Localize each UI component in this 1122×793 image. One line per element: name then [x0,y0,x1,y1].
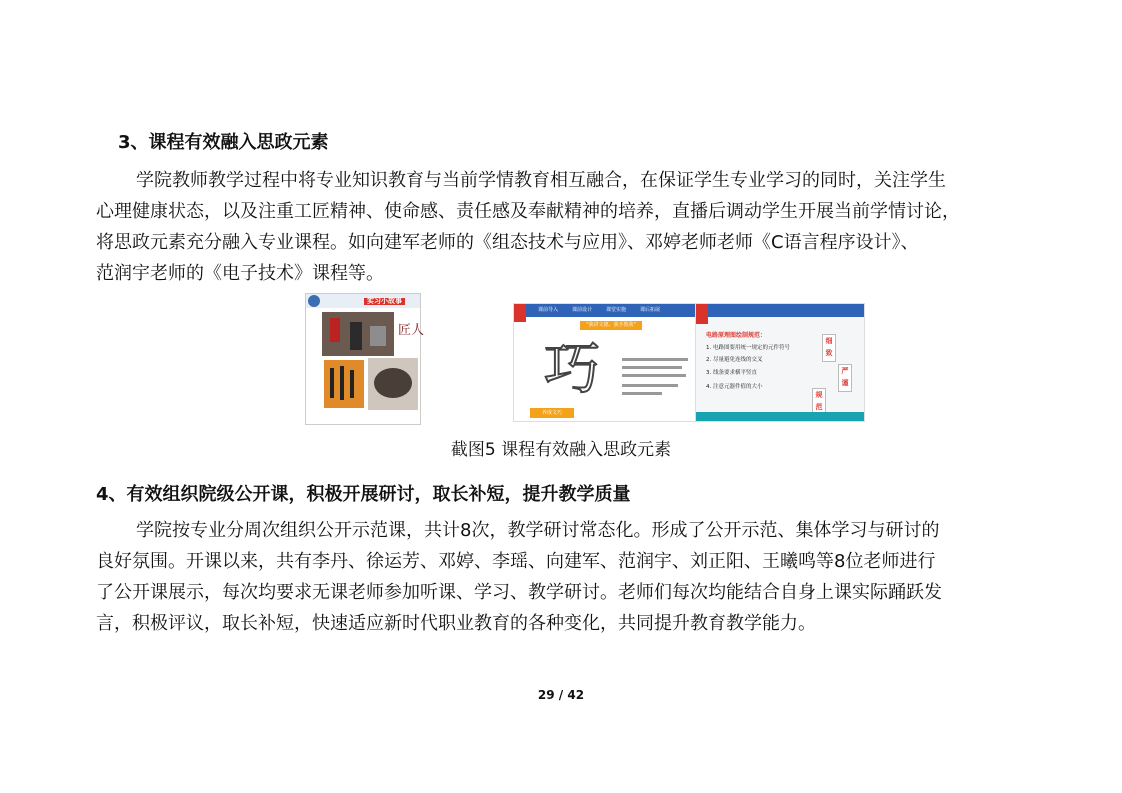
section-3-heading: 3、课程有效融入思政元素 [118,132,329,153]
rule-item: 3. 线条要求横平竖直 [706,370,757,376]
rule-item: 4. 注意元器件值的大小 [706,384,763,390]
section-3-paragraph [96,165,1031,289]
rule-item: 2. 尽量避免连线的交叉 [706,357,763,363]
lesson-slide-image [513,303,697,422]
rules-slide-image [695,303,865,422]
paragraph-line: 学院教师教学过程中将专业知识教育与当前学情教育相互融合，在保证学生专业学习的同时，关注学生 [136,170,946,191]
workshop-photo [322,312,394,356]
section-4-heading: 4、有效组织院级公开课，积极开展研讨，取长补短，提升教学质量 [96,484,631,505]
paragraph-line: 学院按专业分周次组织公开示范课，共计8次，教学研讨常态化。形成了公开示范、集体学习与研讨的 [136,520,940,541]
bookmark-icon [514,304,526,322]
slide-tab: 课前导入 [538,307,559,313]
paragraph-line: 将思政元素充分融入专业课程。如向建军老师的《组态技术与应用》、邓婷老师老师《C语言程序设计》、 [96,232,919,253]
paragraph-line: 良好氛围。开课以来，共有李丹、徐运芳、邓婷、李瑶、向建军、范润宇、刘正阳、王曦鸣等8位老师进行 [96,551,936,572]
section-4-paragraph [96,515,1031,639]
large-character: 巧 [544,337,600,402]
story-slide-image [305,293,425,425]
paragraph-line: 心理健康状态，以及注重工匠精神、使命感、责任感及奉献精神的培养，直播后调动学生开展当前学情讨论， [96,201,960,222]
slide-tab: 课堂实施 [606,307,627,313]
rule-item: 1. 电路图要用统一规定的元件符号 [706,345,790,351]
calligraphy-image [324,360,364,408]
paragraph-line: 言，积极评议，取长补短，快速适应新时代职业教育的各种变化，共同提升教育教学能力。 [96,613,816,634]
tag-label: 严谨 [838,364,852,392]
slide-tab: 课前设计 [572,307,593,313]
tag-label: 细致 [822,334,836,362]
logo-icon [308,295,320,307]
slide-banner: "我讲文德、我手教我" [580,321,642,330]
page-number: 29 / 42 [537,688,585,702]
figure-caption: 截图5 课程有效融入思政元素 [450,440,672,460]
tag-label: 规范 [812,388,826,416]
slide-title: 实习小故事 [364,298,405,305]
handwriting-text: 匠人 [398,323,425,338]
paragraph-line: 范润宇老师的《电子技术》课程等。 [96,263,384,284]
slide-bottom-tag: 养成文巧 [530,408,574,418]
slide-tab: 课后拓展 [640,307,661,313]
rules-title: 电路原理图绘制规范： [706,332,767,339]
metal-craft-image [368,358,418,410]
paragraph-line: 了公开课展示，每次均要求无课老师参加听课、学习、教学研讨。老师们每次均能结合自身上课实际踊跃发 [96,582,942,603]
bookmark-icon [696,304,708,324]
